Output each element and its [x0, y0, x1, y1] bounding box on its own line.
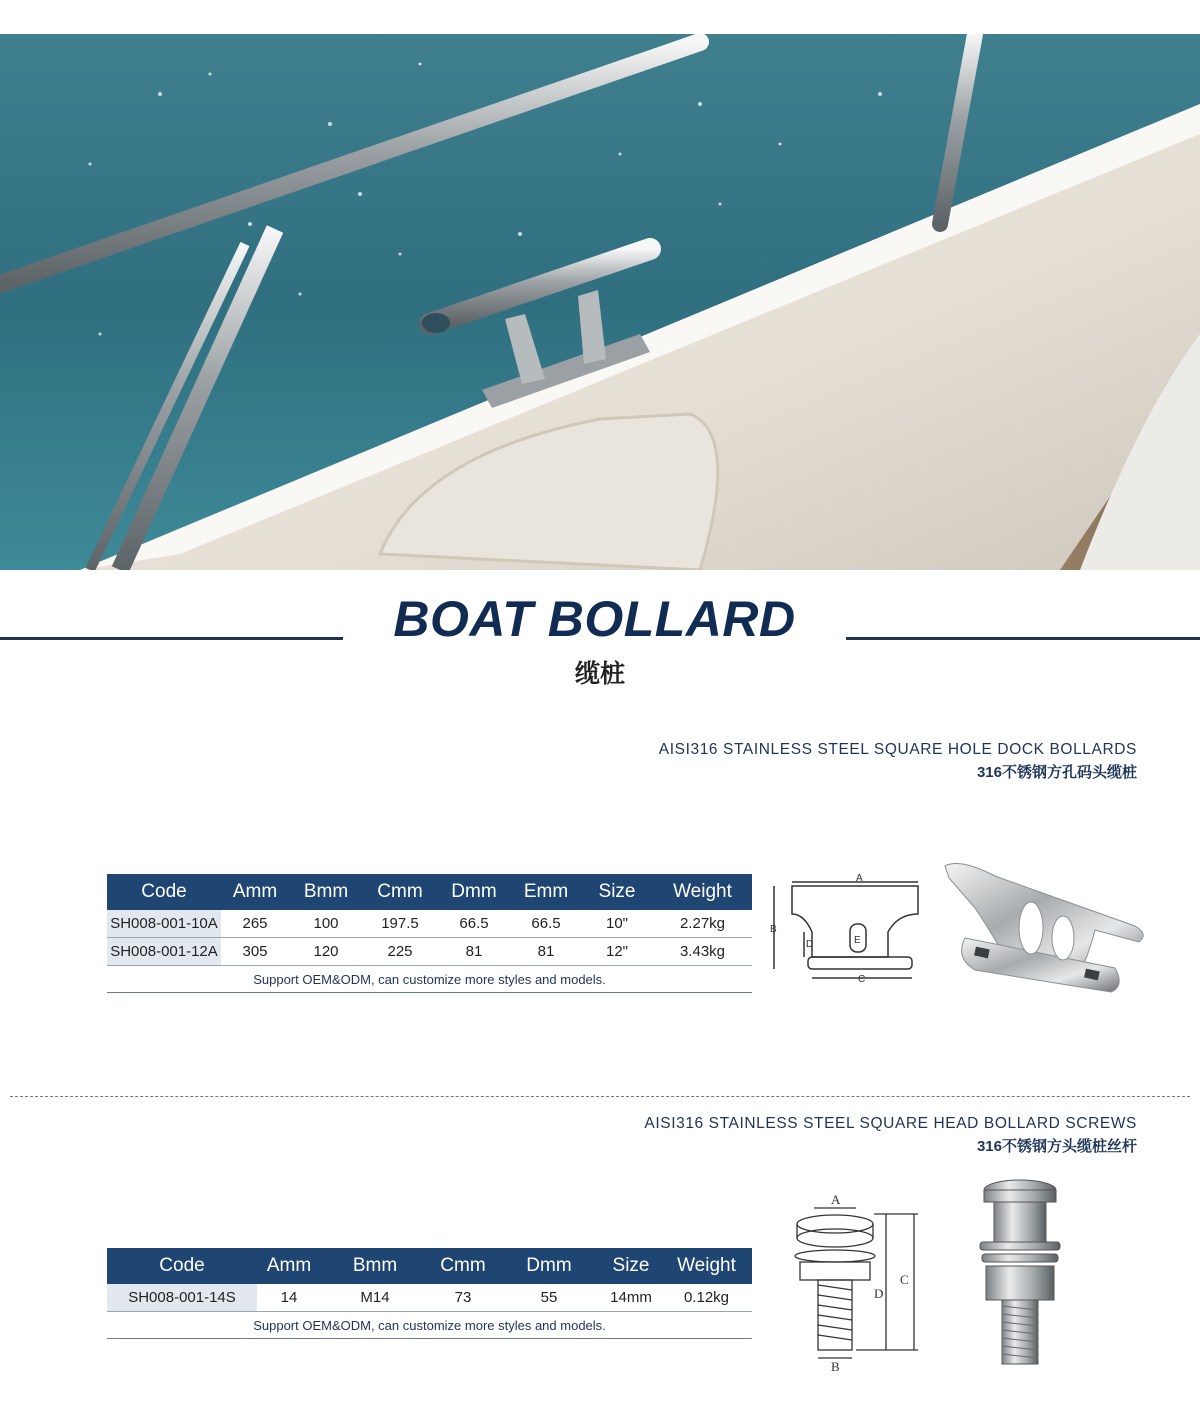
section-divider [10, 1096, 1190, 1097]
cell-value: 12" [581, 938, 653, 966]
cell-value: 10" [581, 910, 653, 938]
cell-value: 14mm [601, 1284, 661, 1312]
cell-value: 120 [289, 938, 363, 966]
screw-dimension-diagram [790, 1190, 930, 1390]
column-header: Amm [257, 1248, 321, 1284]
column-header: Weight [653, 874, 752, 910]
column-header: Cmm [363, 874, 437, 910]
cell-value: 81 [437, 938, 511, 966]
column-header: Size [581, 874, 653, 910]
table-row [107, 938, 752, 966]
table-row [107, 1284, 752, 1312]
diagram-label-b: B [770, 924, 777, 935]
cell-value: 100 [289, 910, 363, 938]
cell-value: 66.5 [511, 910, 581, 938]
diagram-label-e: E [854, 935, 861, 946]
column-header: Size [601, 1248, 661, 1284]
column-header: Dmm [497, 1248, 601, 1284]
section1-title-cn: 316不锈钢方孔码头缆桩 [976, 764, 1137, 781]
diagram-label-b: B [831, 1359, 840, 1374]
cell-value: 2.27kg [653, 910, 752, 938]
column-header: Bmm [289, 874, 363, 910]
page-title: BOAT BOLLARD [393, 591, 796, 647]
column-header: Code [107, 1248, 257, 1284]
cell-value: 225 [363, 938, 437, 966]
section1-title: AISI316 STAINLESS STEEL SQUARE HOLE DOCK BOLLARDS [658, 741, 1137, 758]
cell-value: 265 [221, 910, 289, 938]
cell-value: M14 [321, 1284, 429, 1312]
section1-spec-table [107, 874, 752, 993]
diagram-label-c: C [858, 974, 866, 984]
cell-value: 3.43kg [653, 938, 752, 966]
table-row [107, 910, 752, 938]
diagram-label-d: D [806, 939, 814, 950]
column-header: Cmm [429, 1248, 497, 1284]
cell-value: 81 [511, 938, 581, 966]
section2-title-cn: 316不锈钢方头缆桩丝杆 [976, 1138, 1137, 1155]
cell-value: 14 [257, 1284, 321, 1312]
column-header: Weight [661, 1248, 752, 1284]
diagram-label-c: C [900, 1272, 909, 1287]
screw-product-photo [968, 1174, 1072, 1370]
diagram-label-a: A [831, 1192, 841, 1207]
cell-value: 0.12kg [661, 1284, 752, 1312]
bollard-dimension-diagram [768, 872, 928, 984]
bollard-product-photo [935, 858, 1153, 998]
table-header-row [107, 1248, 752, 1284]
column-header: Amm [221, 874, 289, 910]
section2-heading [644, 1115, 1137, 1156]
section1-heading [659, 741, 1137, 782]
table-header-row [107, 874, 752, 910]
cell-value: 73 [429, 1284, 497, 1312]
diagram-label-d: D [874, 1286, 884, 1301]
table-note: Support OEM&ODM, can customize more styles and models. [107, 1312, 752, 1339]
column-header: Dmm [437, 874, 511, 910]
title-rule-left [0, 637, 343, 640]
column-header: Emm [511, 874, 581, 910]
page-title-cn: 缆桩 [574, 660, 625, 688]
title-rule-right [846, 637, 1200, 640]
cell-code: SH008-001-12A [107, 938, 221, 966]
column-header: Code [107, 874, 221, 910]
section2-title: AISI316 STAINLESS STEEL SQUARE HEAD BOLLARD SCREWS [644, 1115, 1137, 1132]
hero-photo [0, 34, 1200, 570]
cell-value: 66.5 [437, 910, 511, 938]
cell-value: 55 [497, 1284, 601, 1312]
table-note: Support OEM&ODM, can customize more styles and models. [107, 966, 752, 993]
cell-value: 305 [221, 938, 289, 966]
cell-code: SH008-001-10A [107, 910, 221, 938]
column-header: Bmm [321, 1248, 429, 1284]
cell-code: SH008-001-14S [107, 1284, 257, 1312]
table-note-row [107, 1312, 752, 1339]
table-note-row [107, 966, 752, 993]
diagram-label-a: A [856, 873, 863, 884]
section2-spec-table [107, 1248, 752, 1339]
cell-value: 197.5 [363, 910, 437, 938]
